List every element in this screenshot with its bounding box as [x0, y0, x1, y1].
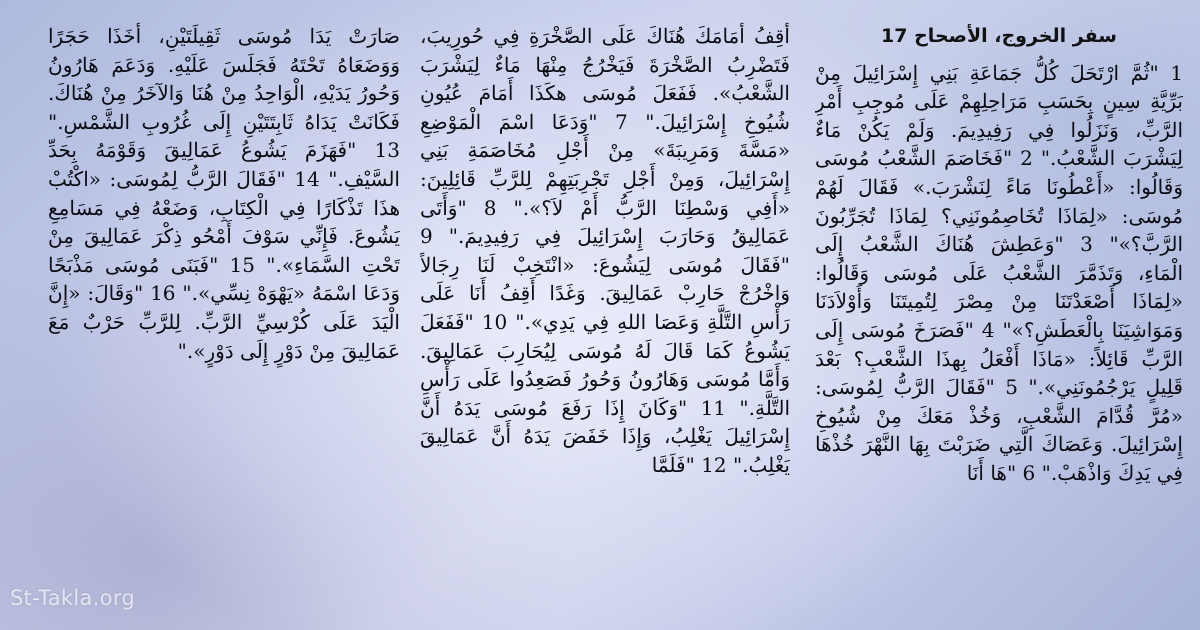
chapter-title: سفر الخروج، الأصحاح 17	[881, 25, 1117, 47]
text-column-left	[48, 22, 400, 607]
text-column-right	[815, 22, 1183, 607]
column-text-right: 1 "ثُمَّ ارْتَحَلَ كُلُّ جَمَاعَةِ بَنِي إِسْرَائِيلَ مِنْ بَرِّيَّةِ سِينٍ بِحَسَبِ مَرَاحِلِهِمْ عَلَى مُوجِبِ أَمْرِ الرَّبِّ، وَنَزَلُوا فِي رَفِيدِيمَ. وَلَمْ يَكُنْ مَاءٌ لِيَشْرَبَ الشَّعْبُ." 2 "فَخَاصَمَ الشَّعْبُ مُوسَى وَقَالُوا: «أَعْطُونَا مَاءً لِنَشْرَبَ.» فَقَالَ لَهُمْ مُوسَى: «لِمَاذَا تُخَاصِمُونَنِي؟ لِمَاذَا تُجَرِّبُونَ الرَّبَّ؟»" 3 "وَعَطِشَ هُنَاكَ الشَّعْبُ إِلَى الْمَاءِ، وَتَذَمَّرَ الشَّعْبُ عَلَى مُوسَى وَقَالُوا: «لِمَاذَا أَصْعَدْتَنَا مِنْ مِصْرَ لِتُمِيتَنَا وَأَوْلاَدَنَا وَمَوَاشِيَنَا بِالْعَطَشِ؟»" 4 "فَصَرَخَ مُوسَى إِلَى الرَّبِّ قَائِلاً: «مَاذَا أَفْعَلُ بِهذَا الشَّعْبِ؟ بَعْدَ قَلِيلٍ يَرْجُمُونَنِي»." 5 "فَقَالَ الرَّبُّ لِمُوسَى: «مُرَّ قُدَّامَ الشَّعْبِ، وَخُذْ مَعَكَ مِنْ شُيُوخِ إِسْرَائِيلَ. وَعَصَاكَ الَّتِي ضَرَبْتَ بِهَا النَّهْرَ خُذْهَا فِي يَدِكَ وَاذْهَبْ." 6 "هَا أَنَا	[815, 60, 1183, 485]
text-column-middle	[420, 22, 790, 607]
column-text-left: صَارَتْ يَدَا مُوسَى ثَقِيلَتَيْنِ، أَخَذَا حَجَرًا وَوَضَعَاهُ تَحْتَهُ فَجَلَسَ عَلَيْهِ. وَدَعَمَ هَارُونُ وَحُورُ يَدَيْهِ، الْوَاحِدُ مِنْ هُنَا وَالآخَرُ مِنْ هُنَاكَ. فَكَانَتْ يَدَاهُ ثَابِتَتَيْنِ إِلَى غُرُوبِ الشَّمْسِ." 13 "فَهَزَمَ يَشُوعُ عَمَالِيقَ وَقَوْمَهُ بِحَدِّ السَّيْفِ." 14 "فَقَالَ الرَّبُّ لِمُوسَى: «اكْتُبْ هذَا تَذْكَارًا فِي الْكِتَابِ، وَضَعْهُ فِي مَسَامِعِ يَشُوعَ. فَإِنِّي سَوْفَ أَمْحُو ذِكْرَ عَمَالِيقَ مِنْ تَحْتِ السَّمَاءِ»." 15 "فَبَنَى مُوسَى مَذْبَحًا وَدَعَا اسْمَهُ «يَهْوَهْ نِسِّي»." 16 "وَقَالَ: «إِنَّ الْيَدَ عَلَى كُرْسِيِّ الرَّبِّ. لِلرَّبِّ حَرْبٌ مَعَ عَمَالِيقَ مِنْ دَوْرٍ إِلَى دَوْرٍ»."	[48, 24, 400, 363]
site-watermark: St-Takla.org	[10, 586, 136, 610]
column-text-middle: أَقِفُ أَمَامَكَ هُنَاكَ عَلَى الصَّخْرَةِ فِي حُورِيبَ، فَتَضْرِبُ الصَّخْرَةَ فَيَخْرُجُ مِنْهَا مَاءٌ لِيَشْرَبَ الشَّعْبُ». فَفَعَلَ مُوسَى هكَذَا أَمَامَ عُيُونِ شُيُوخِ إِسْرَائِيلَ." 7 "وَدَعَا اسْمَ الْمَوْضِعِ «مَسَّةَ وَمَرِيبَةَ» مِنْ أَجْلِ مُخَاصَمَةِ بَنِي إِسْرَائِيلَ، وَمِنْ أَجْلِ تَجْرِبَتِهِمْ لِلرَّبِّ قَائِلِينَ: «أَفِي وَسْطِنَا الرَّبُّ أَمْ لاَ؟»." 8 "وَأَتَى عَمَالِيقُ وَحَارَبَ إِسْرَائِيلَ فِي رَفِيدِيمَ." 9 "فَقَالَ مُوسَى لِيَشُوعَ: «انْتَخِبْ لَنَا رِجَالاً وَاخْرُجْ حَارِبْ عَمَالِيقَ. وَغَدًا أَقِفُ أَنَا عَلَى رَأْسِ التَّلَّةِ وَعَصَا اللهِ فِي يَدِي»." 10 "فَفَعَلَ يَشُوعُ كَمَا قَالَ لَهُ مُوسَى لِيُحَارِبَ عَمَالِيقَ. وَأَمَّا مُوسَى وَهَارُونُ وَحُورُ فَصَعِدُوا عَلَى رَأْسِ التَّلَّةِ." 11 "وَكَانَ إِذَا رَفَعَ مُوسَى يَدَهُ أَنَّ إِسْرَائِيلَ يَغْلِبُ، وَإِذَا خَفَضَ يَدَهُ أَنَّ عَمَالِيقَ يَغْلِبُ." 12 "فَلَمَّا	[420, 24, 790, 477]
